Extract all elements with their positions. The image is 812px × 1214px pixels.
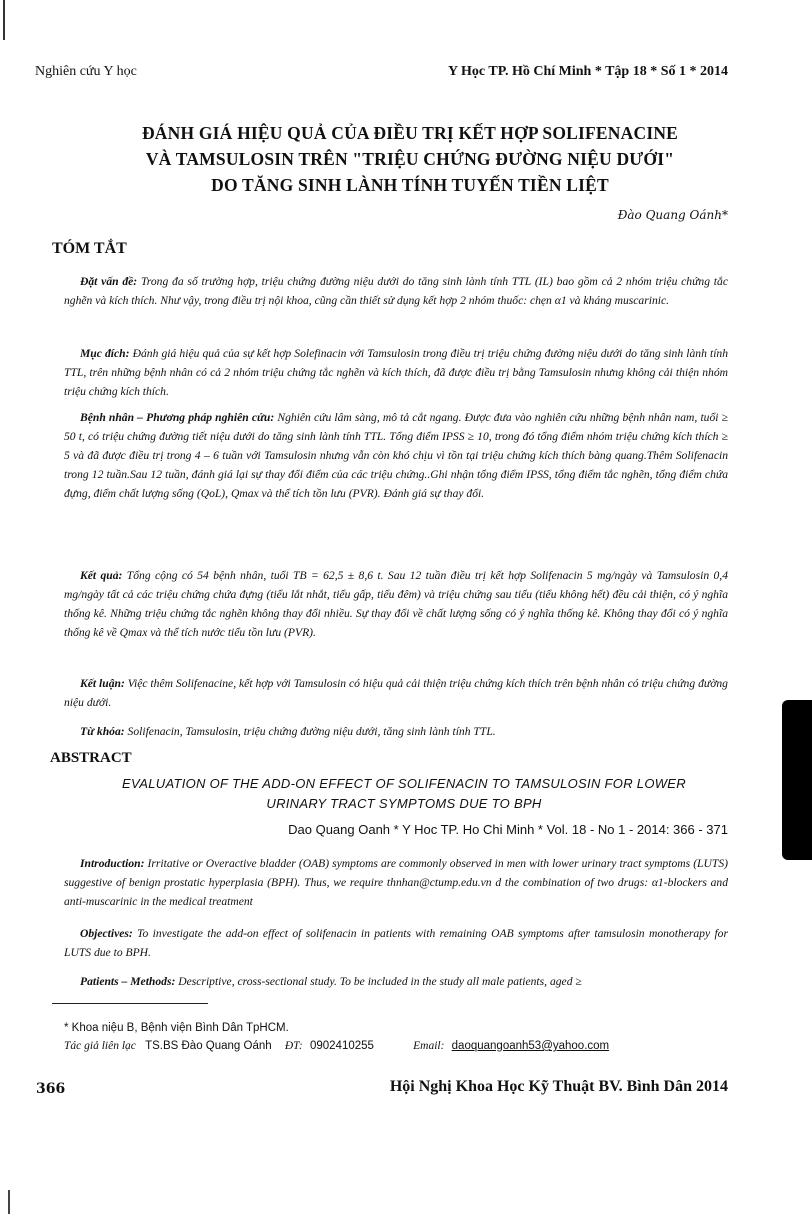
author-name: Đào Quang Oánh*: [617, 208, 728, 222]
patients-methods-text: Descriptive, cross-sectional study. To be included in the study all male patients, aged ≥: [178, 975, 582, 988]
summary-results: [64, 566, 728, 642]
running-header-left: Nghiên cứu Y học: [35, 64, 137, 79]
english-title-line: URINARY TRACT SYMPTOMS DUE TO BPH: [266, 796, 542, 811]
title-line: VÀ TAMSULOSIN TRÊN "TRIỆU CHỨNG ĐƯỜNG NIỆU DƯỚI": [145, 149, 675, 169]
conclusion-text: Việc thêm Solifenacine, kết hợp với Tamsulosin có hiệu quả cải thiện triệu chứng kích thích trên bệnh nhân có triệu chứng đường niệu dưới.: [64, 677, 728, 709]
summary-keywords: [64, 722, 728, 741]
title-line: ĐÁNH GIÁ HIỆU QUẢ CỦA ĐIỀU TRỊ KẾT HỢP SOLIFENACINE: [141, 123, 679, 143]
background-text: Trong đa số trường hợp, triệu chứng đường niệu dưới do tăng sinh lành tính TTL (IL) bao gồm cả 2 nhóm triệu chứng tắc nghẽn và kích thích. Như vậy, trong điều trị nội khoa, cũng cần thiết sử dụng kết hợp 2 nhóm thuốc: chẹn α1 và kháng muscarinic.: [64, 275, 728, 307]
english-title: [64, 774, 744, 814]
article-title: [60, 120, 760, 198]
background-label: Đặt vấn đề:: [80, 275, 138, 288]
running-header-right: Y Học TP. Hồ Chí Minh * Tập 18 * Số 1 * 2014: [447, 64, 728, 79]
english-title-line: EVALUATION OF THE ADD-ON EFFECT OF SOLIFENACIN TO TAMSULOSIN FOR LOWER: [122, 776, 686, 791]
abstract-introduction: [64, 854, 728, 911]
abstract-objectives: [64, 924, 728, 962]
summary-heading: TÓM TẮT: [52, 240, 127, 257]
keywords-text: Solifenacin, Tamsulosin, triệu chứng đường niệu dưới, tăng sinh lành tính TTL.: [127, 725, 496, 738]
citation-line: Dao Quang Oanh * Y Hoc TP. Ho Chi Minh * Vol. 18 - No 1 - 2014: 366 - 371: [288, 822, 728, 837]
objective-label: Mục đích:: [80, 347, 130, 360]
email-label: Email:: [413, 1040, 445, 1052]
abstract-heading: ABSTRACT: [50, 750, 132, 766]
keywords-label: Từ khóa:: [80, 725, 125, 738]
page-number: 366: [36, 1081, 66, 1097]
patients-methods-label: Patients – Methods:: [80, 975, 176, 988]
footnote-contact: [64, 1040, 724, 1052]
phone-number: 0902410255: [309, 1040, 374, 1052]
summary-background: [64, 272, 728, 310]
title-line: DO TĂNG SINH LÀNH TÍNH TUYẾN TIỀN LIỆT: [211, 175, 609, 195]
conference-name: Hội Nghị Khoa Học Kỹ Thuật BV. Bình Dân 2014: [389, 1078, 728, 1095]
methods-label: Bệnh nhân – Phương pháp nghiên cứu:: [80, 411, 275, 424]
results-text: Tổng cộng có 54 bệnh nhân, tuổi TB = 62,5 ± 8,6 t. Sau 12 tuần điều trị kết hợp Solifenacin 5 mg/ngày và Tamsulosin 0,4 mg/ngày tất cả các triệu chứng chứa đựng (tiểu lắt nhắt, tiểu gấp, tiểu đêm) và triệu chứng sau tiểu (tiểu không hết) đều cải thiện, có ý nghĩa thống kê. Những triệu chứng tắc nghẽn không thay đổi nhiều. Sự thay đổi về chất lượng sống có ý nghĩa thống kê. Không thay đổi có ý nghĩa thống kê về Qmax và thể tích nước tiểu tồn lưu (PVR).: [64, 569, 728, 639]
email-address[interactable]: daoquangoanh53@yahoo.com: [451, 1040, 610, 1052]
summary-conclusion: [64, 674, 728, 712]
scan-edge-mark: [3, 0, 5, 40]
objective-text: Đánh giá hiệu quả của sự kết hợp Solefinacin với Tamsulosin trong điều trị triệu chứng đường niệu dưới do tăng sinh lành tính TTL, trên những bệnh nhân có cả 2 nhóm triệu chứng tắc nghẽn và kích thích, đã được điều trị bằng Tamsulosin nhưng không cải thiện nhóm triệu chứng kích thích.: [64, 347, 729, 398]
summary-objective: [64, 344, 728, 401]
objectives-label: Objectives:: [80, 927, 133, 940]
summary-methods: [64, 408, 728, 503]
contact-label: Tác giả liên lạc: [64, 1040, 136, 1052]
methods-text: Nghiên cứu lâm sàng, mô tả cắt ngang. Được đưa vào nghiên cứu những bệnh nhân nam, tuổi ≥ 50 t, có triệu chứng đường tiết niệu dưới do tăng sinh lành tính TTL. Tổng điểm IPSS ≥ 10, trong đó tổng điểm nhóm triệu chứng kích thích ≥ 5 và đã được điều trị trong 4 – 6 tuần với Tamsulosin nhưng vẫn còn khó chịu vì tồn tại triệu chứng kích thích bàng quang.Thêm Solifenacin trong 12 tuần.Sau 12 tuần, đánh giá lại sự thay đổi điểm của các triệu chứng..Ghi nhận tổng điểm IPSS, tổng điểm tắc nghẽn, tổng điểm chứa đựng, điểm chất lượng sống (QoL), Qmax và thể tích tồn lưu (PVR). Đánh giá sự thay đổi.: [64, 411, 728, 500]
scan-edge-mark: [8, 1190, 10, 1214]
footnote-divider: [52, 1003, 208, 1004]
footnote-affiliation: * Khoa niệu B, Bệnh viện Bình Dân TpHCM.: [64, 1022, 289, 1034]
contact-name: TS.BS Đào Quang Oánh: [145, 1040, 272, 1052]
introduction-label: Introduction:: [80, 857, 145, 870]
objectives-text: To investigate the add-on effect of solifenacin in patients with remaining OAB symptoms after tamsulosin monotherapy for LUTS due to BPH.: [64, 927, 728, 959]
abstract-patients-methods: [64, 972, 728, 991]
phone-label: ĐT:: [284, 1040, 303, 1052]
page-edge-tab: [782, 700, 812, 860]
conclusion-label: Kết luận:: [80, 677, 125, 690]
introduction-text: Irritative or Overactive bladder (OAB) symptoms are commonly observed in men with lower urinary tract symptoms (LUTS) suggestive of benign prostatic hyperplasia (BPH). Thus, we require thnhan@ctump.edu.vn d the combination of two drugs: α1-blockers and anti-muscarinic in the medical treatment: [64, 857, 728, 908]
results-label: Kết quả:: [80, 569, 123, 582]
